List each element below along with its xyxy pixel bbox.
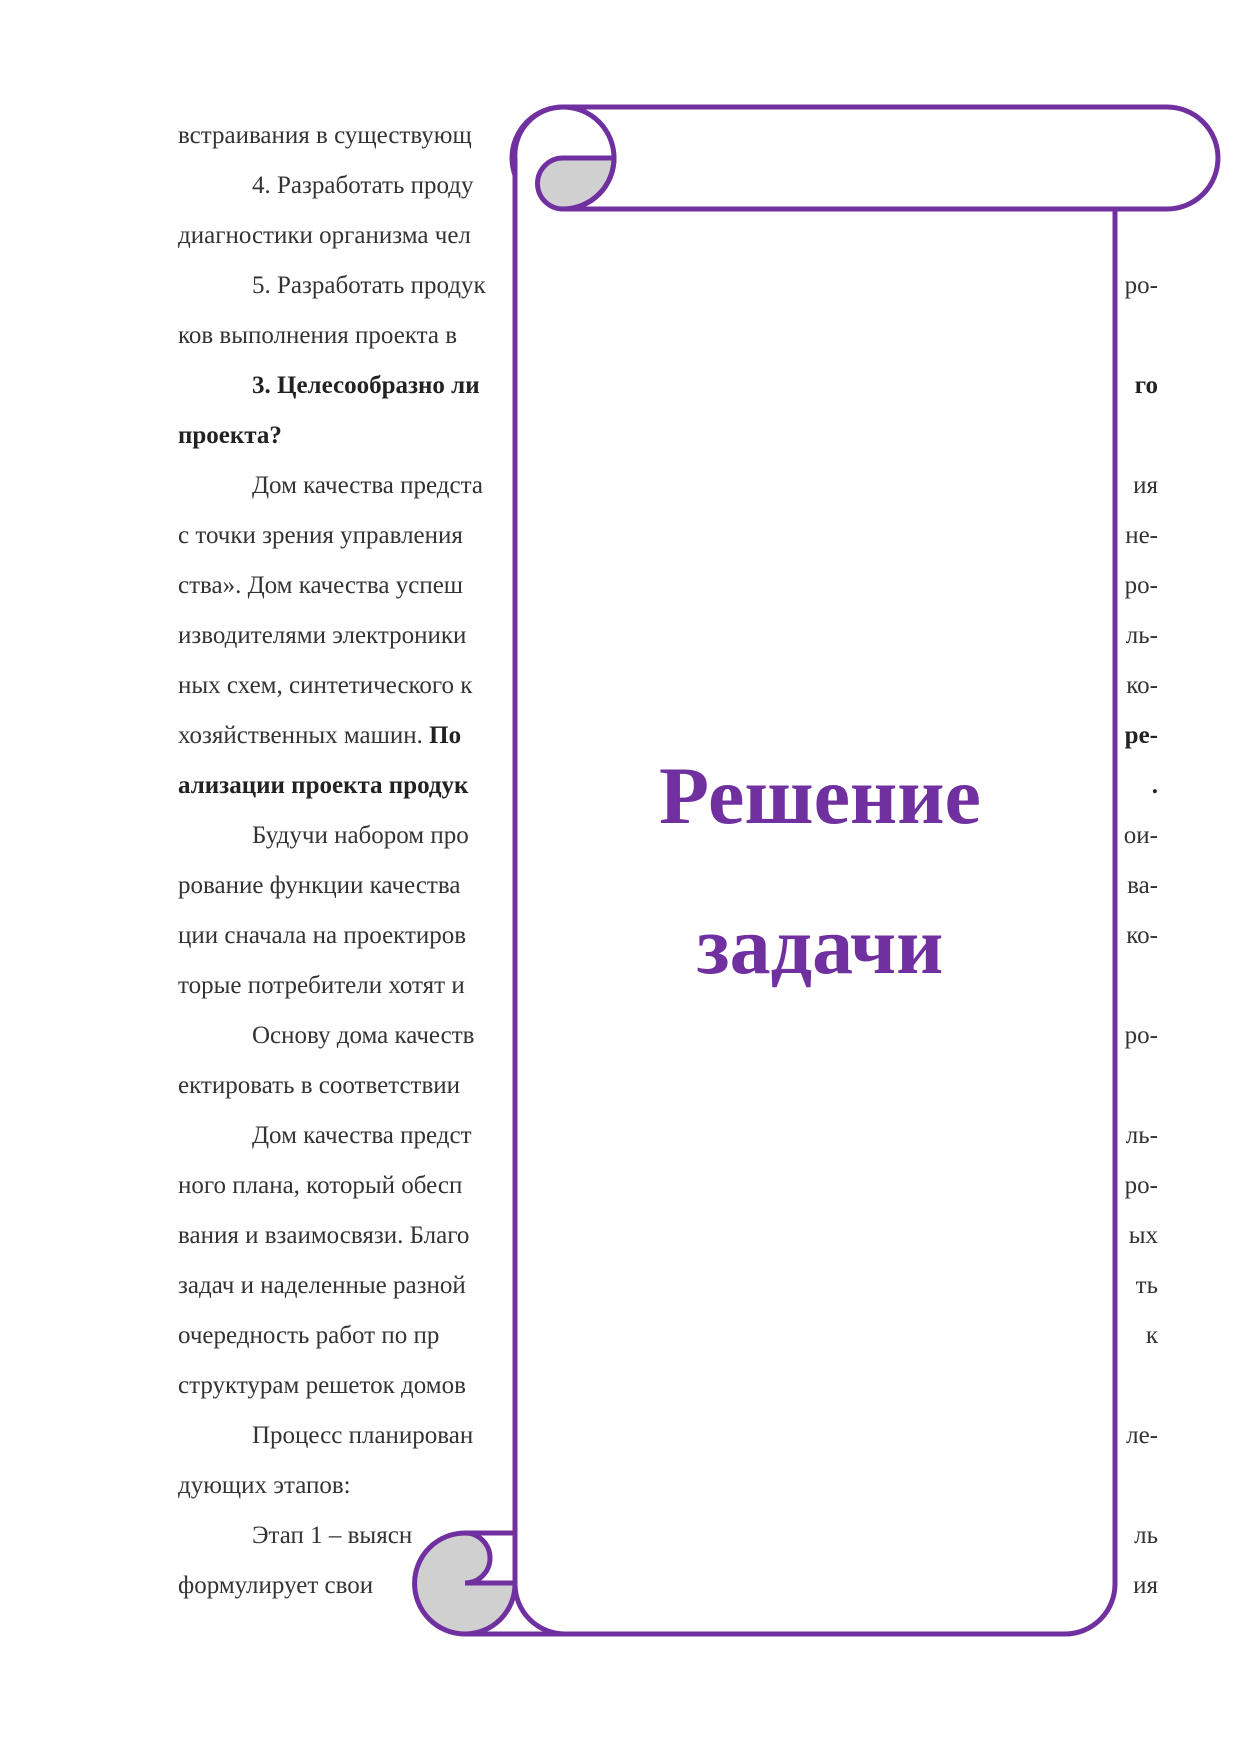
text-line: ных схем, синтетического к xyxy=(178,672,473,699)
text-fragment: . xyxy=(1151,772,1158,799)
section-heading: 3. Целесообразно ли xyxy=(252,372,480,399)
text-fragment: ль- xyxy=(1125,1122,1158,1149)
text-line-bold: ализации проекта продук xyxy=(178,772,469,799)
text-line: Дом качества предста xyxy=(252,472,483,499)
section-heading-cont: проекта? xyxy=(178,422,282,449)
text-line: Этап 1 – выясн xyxy=(252,1522,413,1549)
text-line: ции сначала на проектиров xyxy=(178,922,467,949)
text-fragment: ро- xyxy=(1124,1022,1158,1049)
text-fragment: го xyxy=(1134,372,1158,399)
text-fragment: ль xyxy=(1134,1522,1158,1549)
text-fragment: ле- xyxy=(1126,1422,1158,1449)
text-fragment: не- xyxy=(1125,522,1158,549)
scroll-title-line1: Решение xyxy=(659,750,981,841)
text-line: Процесс планирован xyxy=(252,1422,474,1449)
text-line: встраивания в существующ xyxy=(178,122,472,149)
text-line: диагностики организма чел xyxy=(178,222,471,249)
text-line: 5. Разработать продук xyxy=(252,272,486,299)
text-line: рование функции качества xyxy=(178,872,461,899)
text-fragment: ро- xyxy=(1124,1172,1158,1199)
text-line: ков выполнения проекта в xyxy=(178,322,458,349)
text-line: торые потребители хотят и xyxy=(178,972,465,999)
text-fragment: ых xyxy=(1128,1222,1158,1249)
text-fragment: ко- xyxy=(1126,672,1158,699)
scroll-title-line2: задачи xyxy=(696,900,944,991)
text-line: ства». Дом качества успеш xyxy=(178,572,464,599)
text-line: ного плана, который обесп xyxy=(178,1172,463,1199)
text-fragment: ть xyxy=(1135,1272,1158,1299)
text-line: дующих этапов: xyxy=(178,1472,351,1499)
text-fragment: ва- xyxy=(1127,872,1158,899)
text-fragment: ко- xyxy=(1126,922,1158,949)
text-segment: хозяйственных машин. xyxy=(178,722,423,749)
scroll-top-roll xyxy=(512,107,1218,209)
text-line: вания и взаимосвязи. Благо xyxy=(178,1222,470,1249)
scroll-bottom-curl xyxy=(415,1533,515,1634)
bold-segment: По xyxy=(429,722,462,749)
text-line: Дом качества предст xyxy=(252,1122,472,1149)
text-line: изводителями электроники xyxy=(178,622,467,649)
text-line: Будучи набором про xyxy=(252,822,469,849)
text-fragment: ро- xyxy=(1124,572,1158,599)
text-line: Основу дома качеств xyxy=(252,1022,475,1049)
text-line: очередность работ по пр xyxy=(178,1322,440,1349)
text-line: структурам решеток домов xyxy=(178,1372,466,1399)
text-fragment: ия xyxy=(1133,472,1158,499)
text-fragment: к xyxy=(1145,1322,1158,1349)
text-line: ектировать в соответствии xyxy=(178,1072,461,1099)
text-fragment: ль- xyxy=(1125,622,1158,649)
text-fragment: ия xyxy=(1133,1572,1158,1599)
text-line: 4. Разработать проду xyxy=(252,172,474,199)
text-fragment: ре- xyxy=(1124,722,1158,749)
text-line: с точки зрения управления xyxy=(178,522,463,549)
text-line: задач и наделенные разной xyxy=(178,1272,466,1299)
text-fragment: ои- xyxy=(1123,822,1158,849)
text-fragment: ро- xyxy=(1124,272,1158,299)
text-line: формулирует свои xyxy=(178,1572,374,1599)
